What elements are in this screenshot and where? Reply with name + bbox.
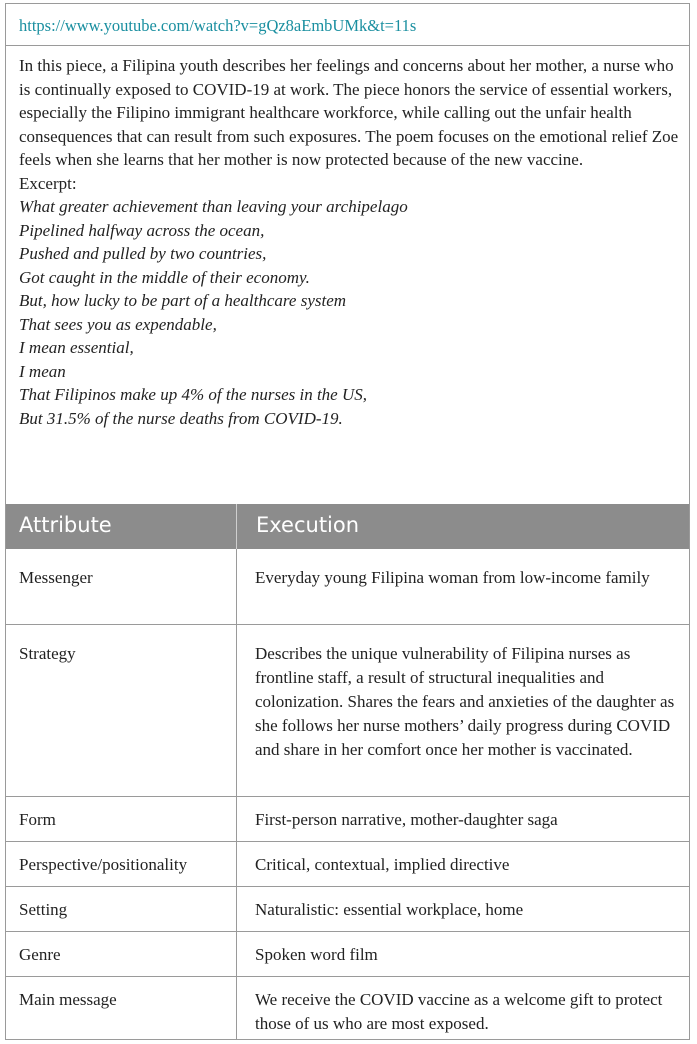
execution-cell: First-person narrative, mother-daughter saga	[255, 810, 558, 829]
header-divider	[236, 504, 237, 549]
column-divider	[236, 932, 237, 976]
excerpt-line: What greater achievement than leaving your archipelago	[19, 197, 408, 216]
table-row	[6, 932, 689, 977]
excerpt-line: I mean	[19, 361, 66, 381]
execution-cell: Everyday young Filipina woman from low-income family	[255, 568, 650, 587]
excerpt-line: That Filipinos make up 4% of the nurses in the US,	[19, 385, 368, 404]
attribute-cell: Genre	[19, 945, 61, 964]
description-text: In this piece, a Filipina youth describes her feelings and concerns about her mother, a nurse who is continually exposed to COVID-19 at work. The piece honors the service of essential workers, especially the Filipino immigrant healthcare workforce, while calling out the unfair health consequences that can result from such exposures. The poem focuses on the emotional relief Zoe feels when she learns that her mother is now protected because of the new vaccine.	[19, 56, 679, 169]
document-frame	[5, 3, 690, 1040]
table-row	[6, 842, 689, 887]
description-block	[19, 54, 679, 430]
execution-cell: Describes the unique vulnerability of Filipina nurses as frontline staff, a result of structural inequalities and colonization. Shares the fears and anxieties of the daughter as she follows her nurse mothers’ daily progress during COVID and share in her comfort once her mother is vaccinated.	[255, 644, 675, 759]
table-row	[6, 797, 689, 842]
table-header	[6, 504, 689, 549]
attribute-cell: Messenger	[19, 568, 93, 587]
excerpt-label: Excerpt:	[19, 173, 77, 193]
attribute-cell: Form	[19, 810, 56, 829]
header-execution: Execution	[256, 513, 360, 537]
header-attribute: Attribute	[19, 513, 112, 537]
attribute-cell: Setting	[19, 900, 68, 919]
execution-cell: We receive the COVID vaccine as a welcome gift to protect those of us who are most exposed.	[255, 990, 663, 1033]
excerpt-line: I mean essential,	[19, 338, 134, 357]
table-row	[6, 977, 689, 1040]
video-link[interactable]: https://www.youtube.com/watch?v=gQz8aEmbUMk&t=11s	[19, 16, 417, 35]
execution-cell: Critical, contextual, implied directive	[255, 855, 510, 874]
column-divider	[236, 842, 237, 886]
excerpt-line: But, how lucky to be part of a healthcare system	[19, 291, 347, 310]
execution-cell: Naturalistic: essential workplace, home	[255, 900, 524, 919]
attribute-cell: Main message	[19, 990, 117, 1009]
excerpt-line: That sees you as expendable,	[19, 314, 217, 334]
excerpt-line: Pushed and pulled by two countries,	[19, 244, 267, 263]
column-divider	[236, 625, 237, 796]
table-row	[6, 887, 689, 932]
excerpt-line: Pipelined halfway across the ocean,	[19, 220, 265, 240]
execution-cell: Spoken word film	[255, 945, 378, 964]
excerpt-line: But 31.5% of the nurse deaths from COVID-19.	[19, 408, 343, 428]
column-divider	[236, 549, 237, 624]
excerpt-line: Got caught in the middle of their economy.	[19, 267, 310, 287]
url-row	[6, 4, 689, 46]
table-row	[6, 625, 689, 797]
table-row	[6, 549, 689, 625]
column-divider	[236, 977, 237, 1040]
attribute-cell: Perspective/positionality	[19, 855, 188, 874]
column-divider	[236, 887, 237, 931]
column-divider	[236, 797, 237, 841]
attribute-cell: Strategy	[19, 644, 76, 663]
